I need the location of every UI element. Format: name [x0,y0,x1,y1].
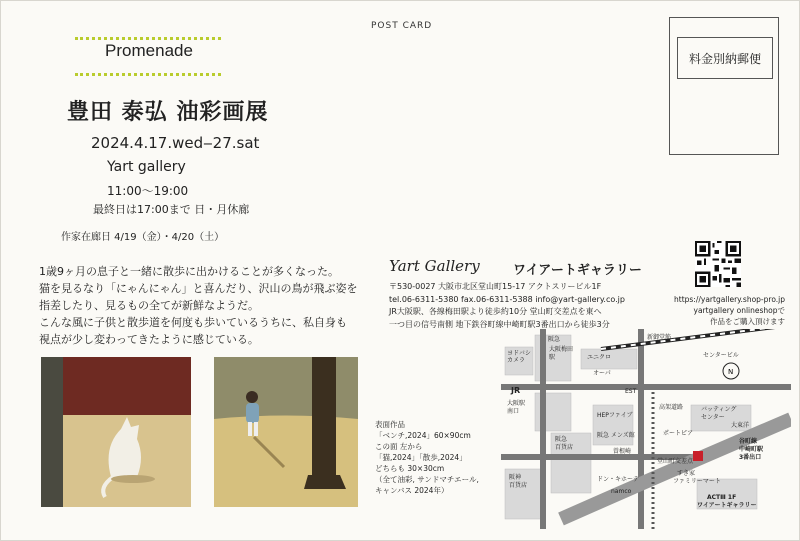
qr-code[interactable] [695,241,741,287]
map-label: 阪急 メンズ館 [597,432,635,439]
caption-line: （全て油彩, サンドマチエール, [375,475,479,484]
caption-line: キャンバス 2024年） [375,486,449,495]
map-label: 曽根崎 [613,448,632,455]
map-label: 高架道路 [659,404,684,411]
exhibition-dates: 2024.4.17.wed‒27.sat [91,134,260,152]
caption-line: 「猫,2024」「散歩,2024」 [375,453,467,462]
statement-line: 1歳9ヶ月の息子と一緒に散歩に出かけることが多くなった。 [39,265,339,278]
map-label: ポートピア [663,430,694,437]
map-label: 阪急 [555,436,568,443]
address-line: 一つ目の信号南側 地下鉄谷町線中崎町駅3番出口から徒歩3分 [389,319,610,329]
map-label: 阪急 [548,336,561,343]
map-label: ワイアートギャラリー [697,502,757,509]
map-label: 大阪梅田 [549,346,574,353]
map-label: すき家 [677,470,696,477]
compass-label: N [728,368,734,376]
map-label: 大東洋 [731,422,750,429]
map-label: オーパ [593,370,611,377]
map-label: ドン・キホーテ [597,476,640,483]
map-label: HEPファイブ [597,412,633,419]
gallery-marker [693,451,703,461]
painting-cat [41,357,191,507]
caption-line: 表面作品 [375,420,405,429]
exhibition-title: 豊田 泰弘 油彩画展 [67,100,269,125]
postage-paid-mark: 料金別納郵便 [677,37,773,79]
map-label: カメラ [507,357,526,364]
gallery-address [389,281,625,331]
dotted-divider [75,37,221,40]
access-map [501,329,791,529]
address-line: JR大阪駅、各線梅田駅より徒歩約10分 堂山町交差点を東へ [389,307,602,316]
map-label: ヨドバシ [507,350,531,357]
map-label: 谷町線 [739,438,758,445]
opening-hours: 11:00〜19:00 [107,184,189,198]
caption-line: この面 左から [375,442,423,451]
statement-line: 猫を見るなり「にゃんにゃん」と喜んだり、沢山の鳥が飛ぶ姿を [39,282,358,295]
map-label: 堂山町交差点 [657,458,694,465]
online-shop-info [649,294,785,327]
statement-line: こんな風に子供と散歩道を何度も歩いているうちに、私自身も [39,316,347,329]
map-label: ACTⅢ 1F [707,494,737,501]
statement-line: 視点が少し変わってきたように感じている。 [39,333,259,346]
artist-attendance: 作家在廊日 4/19（金）・4/20（土） [61,232,225,243]
map-label: 中崎町駅 [739,446,764,453]
map-label: EST [625,388,637,395]
venue-name: Yart gallery [107,159,186,175]
series-title: Promenade [105,41,193,60]
caption-line: どちらも 30×30cm [375,464,445,473]
map-label: 3番出口 [739,454,762,461]
map-label: 百貨店 [555,444,574,451]
shop-line: yartgallery onlineshopで [693,306,785,315]
map-label: namco [611,488,632,495]
map-label: ユニクロ [587,354,612,361]
statement-line: 指差したり、見るもの全てが新鮮なようだ。 [39,299,259,312]
artwork-caption [375,419,479,496]
map-label: センタービル [703,352,739,359]
gallery-name: ワイアートギャラリー [513,263,642,278]
gallery-logo: Yart Gallery [389,257,480,275]
map-label: JR [511,386,521,395]
map-label: 百貨店 [509,482,528,489]
shop-line: 作品をご購入頂けます [710,317,785,326]
map-label: センター [701,414,725,421]
map-label: 新御堂筋 [647,334,672,341]
caption-line: 「ベンチ,2024」60×90cm [375,431,471,440]
map-label: 阪神 [509,474,522,481]
map-label: 南口 [507,408,520,415]
postcard-label: POST CARD [371,21,433,31]
map-label: 駅 [549,354,556,361]
map-label: 大阪駅 [507,400,526,407]
artist-statement [39,263,358,348]
painting-walk [214,357,358,507]
map-label: ファミリーマート [673,478,721,485]
address-line: 〒530-0027 大阪市北区堂山町15-17 アクトスリービル1F [389,282,602,291]
shop-url[interactable]: https://yartgallery.shop-pro.jp [674,295,785,304]
closing-info: 最終日は17:00まで 日・月休廊 [93,203,250,216]
dotted-divider [75,73,221,76]
address-line: tel.06-6311-5380 fax.06-6311-5388 info@yart-gallery.co.jp [389,294,625,304]
map-label: バッティング [701,406,737,413]
